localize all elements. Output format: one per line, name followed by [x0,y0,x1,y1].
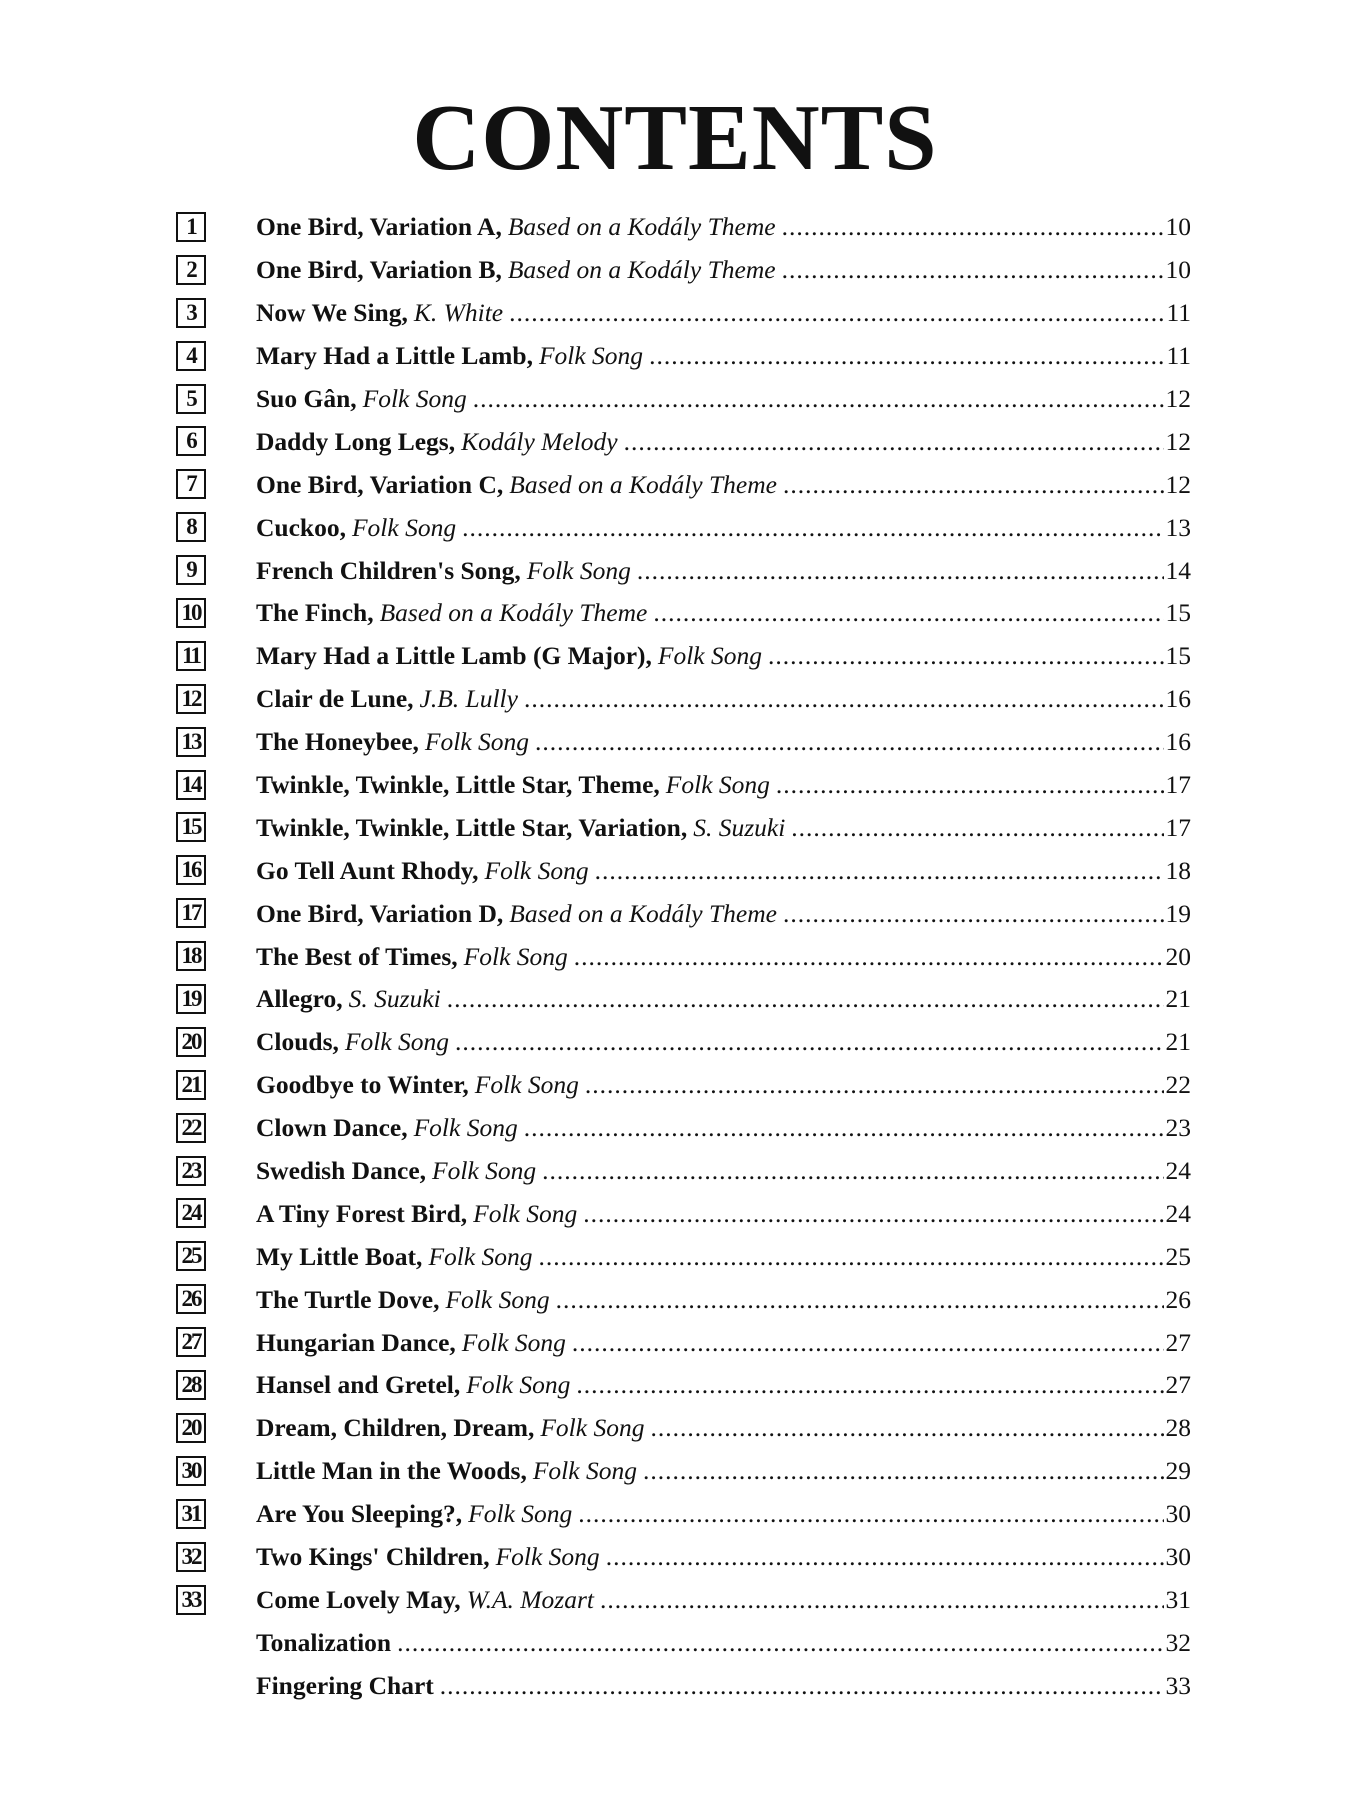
page-number: 29 [1165,1456,1191,1486]
page-number: 22 [1165,1070,1191,1100]
dot-leader [782,212,1164,242]
song-author: Folk Song [463,941,568,971]
table-of-contents [176,206,1191,1707]
toc-entry-line [256,635,1191,678]
song-author: Folk Song [466,1370,571,1400]
toc-entry-line [256,249,1191,292]
toc-entry [176,1493,1191,1536]
song-title: Twinkle, Twinkle, Little Star, Variation, [256,812,688,842]
song-title: Little Man in the Woods, [256,1456,527,1486]
track-number-box: 31 [176,1499,206,1529]
dot-leader [440,1671,1164,1701]
toc-entry-line [256,1321,1191,1364]
toc-entry-line [256,1192,1191,1235]
track-number-box: 7 [176,469,206,499]
dot-leader [462,513,1163,543]
page-number: 33 [1165,1670,1191,1700]
toc-entry-line [256,1064,1191,1107]
song-author: Based on a Kodály Theme [379,598,648,628]
song-title: One Bird, Variation A, [256,212,502,242]
toc-entry [176,1064,1191,1107]
page-number: 12 [1165,384,1191,413]
toc-entry-line [256,420,1191,463]
toc-entry [176,292,1191,335]
page-number: 18 [1165,855,1191,885]
song-author: Folk Song [538,341,644,371]
toc-entry-line [256,1450,1191,1493]
track-number-box: 20 [176,1027,206,1057]
toc-entry-line [256,1278,1191,1321]
toc-entry-line [256,892,1191,935]
dot-leader [653,598,1163,628]
song-title: Now We Sing, [256,298,408,328]
song-author: Folk Song [445,1284,550,1314]
song-author: Folk Song [540,1413,645,1443]
toc-entry-line [256,1150,1191,1193]
toc-entry-line [256,1664,1191,1707]
track-number-box: 21 [176,1070,206,1100]
track-number-box: 10 [176,598,206,628]
toc-entry [176,806,1191,849]
song-author: Folk Song [351,512,457,542]
song-title: One Bird, Variation D, [256,898,504,928]
toc-entry-line [256,806,1191,849]
toc-entry-line [256,1021,1191,1064]
page-number: 12 [1165,469,1191,499]
dot-leader [776,770,1164,800]
toc-entry [176,420,1191,463]
toc-entry [176,1621,1191,1664]
toc-entry [176,678,1191,721]
toc-entry [176,764,1191,807]
toc-entry-line [256,463,1191,506]
track-number-box: 13 [176,727,206,757]
toc-entry-line [256,1235,1191,1278]
toc-entry-line [256,764,1191,807]
page-number: 17 [1165,812,1191,842]
toc-entry [176,549,1191,592]
page-number: 32 [1165,1627,1191,1657]
song-author: Folk Song [665,770,770,800]
track-number-box: 30 [176,1456,206,1486]
dot-leader [524,684,1164,714]
song-title: Come Lovely May, [256,1584,461,1614]
song-title: Hungarian Dance, [256,1327,456,1357]
toc-entry-line [256,1621,1191,1664]
toc-entry [176,506,1191,549]
song-author: Kodály Melody [461,426,618,456]
track-number-box: 14 [176,770,206,800]
dot-leader [768,641,1164,671]
song-author: Folk Song [432,1156,537,1186]
page-number: 16 [1165,727,1191,757]
dot-leader [542,1156,1163,1186]
song-title: Mary Had a Little Lamb, [256,341,533,371]
page-number: 13 [1165,512,1191,542]
page-number: 12 [1165,426,1191,456]
song-title: One Bird, Variation C, [256,469,504,499]
song-author: Folk Song [532,1456,637,1486]
song-title: The Best of Times, [256,941,458,971]
toc-entry-line [256,849,1191,892]
song-title: Hansel and Gretel, [256,1370,461,1400]
song-title: French Children's Song, [256,555,521,585]
page-number: 10 [1165,212,1191,242]
song-author: W.A. Mozart [466,1584,594,1614]
dot-leader [539,1242,1164,1272]
song-title: Fingering Chart [256,1670,434,1700]
track-number-box: 3 [176,298,206,328]
dot-leader [524,1113,1164,1143]
song-author: Folk Song [424,727,530,757]
song-title: Allegro, [256,984,343,1014]
page-number: 21 [1165,1027,1191,1057]
song-title: Clair de Lune, [256,684,414,714]
song-author: Folk Song [413,1113,518,1143]
page-number: 25 [1165,1241,1191,1271]
song-author: Folk Song [473,1198,578,1228]
track-number-box: 26 [176,1284,206,1314]
toc-entry [176,1579,1191,1622]
toc-entry [176,335,1191,378]
toc-entry-line [256,1579,1191,1622]
dot-leader [624,427,1164,457]
song-title: Cuckoo, [256,512,346,542]
track-number-box: 6 [176,426,206,456]
dot-leader [649,341,1164,371]
toc-entry-line [256,978,1191,1021]
track-number-box: 5 [176,384,206,414]
song-author: Folk Song [484,855,589,885]
page-number: 19 [1165,898,1191,928]
dot-leader [585,1070,1164,1100]
page-number: 14 [1165,555,1191,585]
song-title: Clown Dance, [256,1113,408,1143]
song-author: Folk Song [657,641,762,671]
track-number-box: 18 [176,941,206,971]
song-author: Based on a Kodály Theme [509,469,777,499]
page-number: 17 [1165,770,1191,800]
page-number: 30 [1165,1499,1191,1529]
toc-entry-line [256,206,1191,249]
song-title: One Bird, Variation B, [256,255,502,285]
song-title: Swedish Dance, [256,1156,427,1186]
song-title: Go Tell Aunt Rhody, [256,855,479,885]
song-author: Based on a Kodály Theme [507,212,776,242]
toc-entry-line [256,1536,1191,1579]
song-author: Based on a Kodály Theme [507,255,776,285]
song-author: Folk Song [468,1499,573,1529]
dot-leader [576,1370,1163,1400]
toc-entry [176,1536,1191,1579]
track-number-box: 28 [176,1370,206,1400]
page-number: 15 [1165,598,1191,628]
page-number: 26 [1165,1284,1191,1314]
song-title: Are You Sleeping?, [256,1499,463,1529]
track-number-box: 16 [176,855,206,885]
song-title: The Honeybee, [256,727,419,757]
track-number-box: 33 [176,1585,206,1615]
track-number-box: 4 [176,341,206,371]
toc-entry-line [256,1493,1191,1536]
page-number: 16 [1165,684,1191,714]
song-title: Suo Gân, [256,384,357,413]
page-number: 23 [1165,1113,1191,1143]
dot-leader [643,1456,1164,1486]
track-number-box: 20 [176,1413,206,1443]
toc-entry [176,378,1191,421]
page-number: 31 [1165,1584,1191,1614]
song-title: Two Kings' Children, [256,1542,490,1572]
toc-entry-line [256,1364,1191,1407]
toc-entry [176,892,1191,935]
song-title: A Tiny Forest Bird, [256,1198,468,1228]
page-number: 24 [1165,1156,1191,1186]
page-number: 24 [1165,1198,1191,1228]
toc-entry [176,1364,1191,1407]
page-title: CONTENTS [412,86,938,190]
dot-leader [509,298,1164,328]
song-title: The Finch, [256,598,374,628]
track-number-box: 12 [176,684,206,714]
song-title: Mary Had a Little Lamb (G Major), [256,641,652,671]
toc-entry [176,592,1191,635]
song-author: Folk Song [344,1027,450,1057]
song-title: My Little Boat, [256,1241,423,1271]
toc-entry-line [256,1407,1191,1450]
track-number-box: 11 [176,641,206,671]
track-number-box: 22 [176,1113,206,1143]
dot-leader [583,1199,1163,1229]
song-title: Twinkle, Twinkle, Little Star, Theme, [256,770,660,800]
toc-entry [176,1192,1191,1235]
toc-entry [176,1664,1191,1707]
page-number: 10 [1165,255,1191,285]
song-title: The Turtle Dove, [256,1284,440,1314]
track-number-box: 17 [176,898,206,928]
toc-entry [176,635,1191,678]
toc-entry [176,1407,1191,1450]
dot-leader [791,813,1163,843]
song-title: Goodbye to Winter, [256,1070,469,1100]
song-author: J.B. Lully [419,684,518,714]
dot-leader [447,984,1164,1014]
toc-entry [176,1150,1191,1193]
song-author: K. White [413,298,504,328]
page-number: 11 [1166,298,1191,328]
page-number: 30 [1165,1542,1191,1572]
toc-entry [176,1107,1191,1150]
track-number-box: 27 [176,1327,206,1357]
track-number-box: 25 [176,1241,206,1271]
dot-leader [782,255,1164,285]
track-number-box: 24 [176,1198,206,1228]
track-number-box: 1 [176,212,206,242]
page-number: 28 [1165,1413,1191,1443]
toc-entry [176,1278,1191,1321]
track-number-box: 15 [176,812,206,842]
toc-entry [176,1235,1191,1278]
toc-entry [176,721,1191,764]
song-author: Folk Song [495,1542,600,1572]
toc-entry-line [256,721,1191,764]
dot-leader [397,1628,1163,1658]
track-number-box: 9 [176,555,206,585]
toc-entry [176,935,1191,978]
song-author: S. Suzuki [693,812,786,842]
page-number: 15 [1165,641,1191,671]
dot-leader [578,1499,1163,1529]
dot-leader [572,1328,1164,1358]
toc-entry-line [256,935,1191,978]
song-author: Based on a Kodály Theme [509,898,777,928]
dot-leader [595,856,1164,886]
toc-entry-line [256,1107,1191,1150]
page-number: 27 [1165,1327,1191,1357]
page-number: 11 [1166,341,1191,371]
page-number: 21 [1165,984,1191,1014]
toc-entry-line [256,549,1191,592]
song-author: Folk Song [461,1327,566,1357]
toc-entry-line [256,678,1191,721]
dot-leader [783,470,1164,500]
page-number: 20 [1165,941,1191,971]
song-author: Folk Song [428,1241,533,1271]
toc-entry [176,978,1191,1021]
toc-entry-line [256,506,1191,549]
song-title: Dream, Children, Dream, [256,1413,535,1443]
toc-entry [176,849,1191,892]
toc-entry-line [256,292,1191,335]
dot-leader [535,727,1163,757]
dot-leader [455,1027,1163,1057]
toc-entry [176,463,1191,506]
track-number-box: 2 [176,255,206,285]
dot-leader [473,384,1164,414]
dot-leader [637,556,1164,586]
track-number-box: 23 [176,1156,206,1186]
toc-entry-line [256,378,1191,421]
dot-leader [574,942,1164,972]
toc-entry [176,249,1191,292]
toc-entry-line [256,592,1191,635]
toc-entry [176,1321,1191,1364]
dot-leader [650,1413,1163,1443]
song-title: Daddy Long Legs, [256,426,456,456]
track-number-box: 8 [176,512,206,542]
dot-leader [556,1285,1164,1315]
track-number-box: 19 [176,984,206,1014]
song-author: S. Suzuki [348,984,441,1014]
toc-entry [176,1450,1191,1493]
toc-entry [176,206,1191,249]
song-author: Folk Song [362,384,467,413]
toc-entry-line [256,335,1191,378]
song-title: Clouds, [256,1027,339,1057]
dot-leader [606,1542,1164,1572]
song-title: Tonalization [256,1627,392,1657]
song-author: Folk Song [474,1070,579,1100]
track-number-box: 32 [176,1542,206,1572]
toc-entry [176,1021,1191,1064]
dot-leader [783,899,1164,929]
page-number: 27 [1165,1370,1191,1400]
dot-leader [600,1585,1164,1615]
song-author: Folk Song [526,555,631,585]
